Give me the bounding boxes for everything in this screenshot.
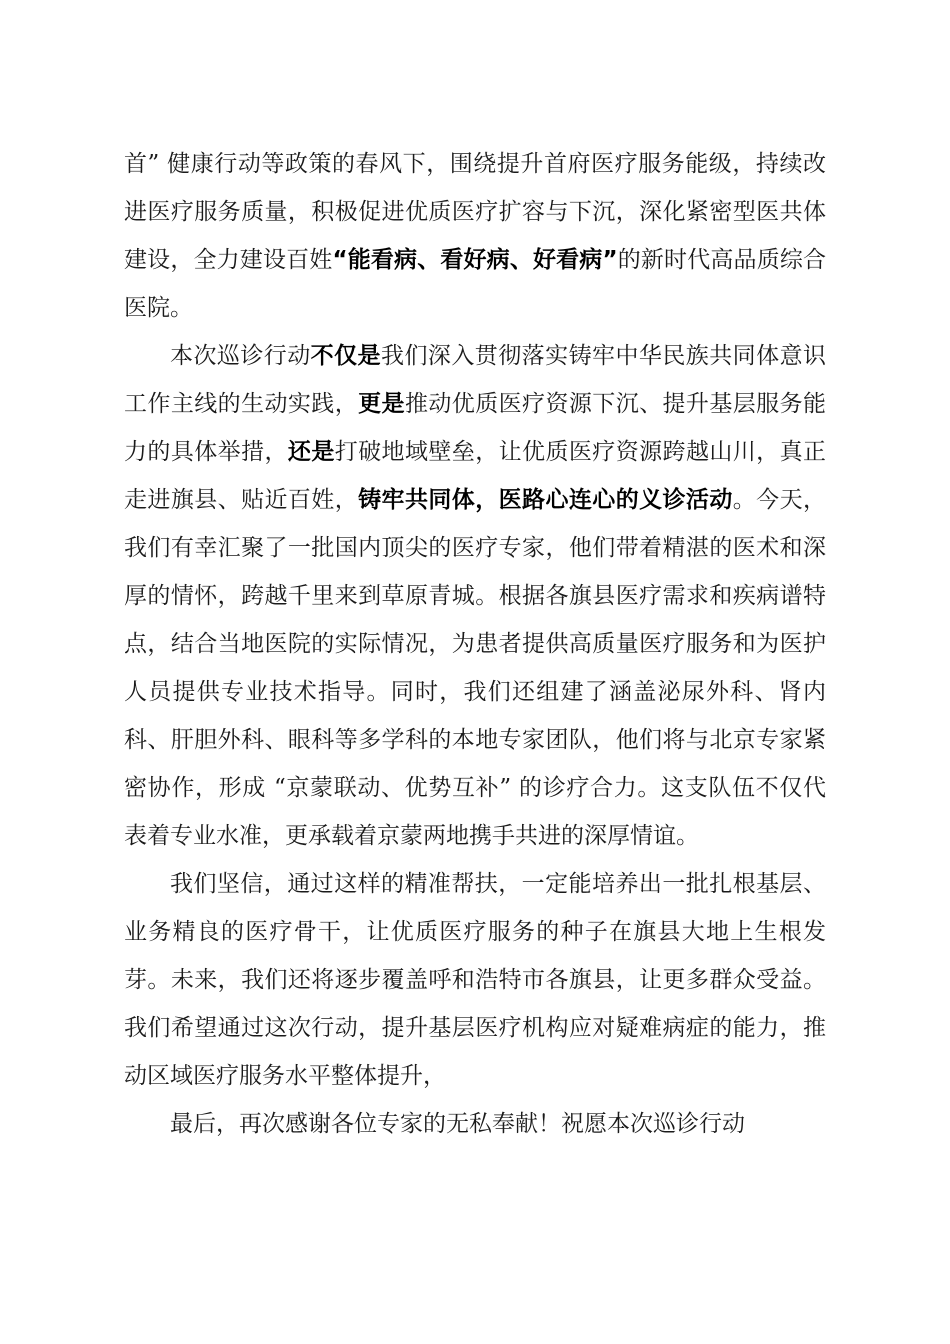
bold-segment: 还是 [287, 439, 335, 465]
bold-segment: 铸牢共同体，医路心连心的义诊活动 [358, 487, 733, 513]
bold-segment: “能看病、看好病、好看病” [332, 247, 618, 273]
text-segment: 。今天，我们有幸汇聚了一批国内顶尖的医疗专家，他们带着精湛的医术和深厚的情怀，跨越千里来到草原青城。根据各旗县医疗需求和疾病谱特点，结合当地医院的实际情况，为患者提供高质量医疗服务和为医护人员提供专业技术指导。同时，我们还组建了涵盖泌尿外科、肾内科、肝胆外科、眼科等多学科的本地专家团队，他们将与北京专家紧密协作，形成 “京蒙联动、优势互补” 的诊疗合力。这支队伍不仅代表着专业水准，更承载着京蒙两地携手共进的深厚情谊。 [124, 487, 827, 849]
text-segment: 最后，再次感谢各位专家的无私奉献！祝愿本次巡诊行动 [170, 1111, 745, 1137]
paragraph-2 [124, 332, 826, 860]
text-segment: 我们坚信，通过这样的精准帮扶，一定能培养出一批扎根基层、业务精良的医疗骨干，让优质医疗服务的种子在旗县大地上生根发芽。未来，我们还将逐步覆盖呼和浩特市各旗县，让更多群众受益。我们希望通过这次行动，提升基层医疗机构应对疑难病症的能力，推动区域医疗服务水平整体提升， [124, 871, 826, 1089]
document-body [124, 140, 826, 1148]
bold-segment: 更是 [358, 391, 405, 417]
text-segment: 打破地域壁垒，让优质医疗资源跨越山川，真正走进旗县、贴近百姓， [124, 439, 827, 513]
paragraph-4 [124, 1100, 826, 1148]
paragraph-1 [124, 140, 826, 332]
text-segment: 本次巡诊行动 [170, 343, 311, 369]
paragraph-3 [124, 860, 826, 1100]
text-segment: 推动优质医疗资源下沉、提升基层服务能力的具体举措， [124, 391, 827, 465]
text-segment: 首” 健康行动等政策的春风下，围绕提升首府医疗服务能级，持续改进医疗服务质量，积极促进优质医疗扩容与下沉，深化紧密型医共体建设，全力建设百姓 [124, 151, 826, 273]
text-segment: 的新时代高品质综合医院。 [124, 247, 827, 321]
text-segment: 我们深入贯彻落实铸牢中华民族共同体意识工作主线的生动实践， [124, 343, 827, 417]
bold-segment: 不仅是 [310, 343, 382, 369]
